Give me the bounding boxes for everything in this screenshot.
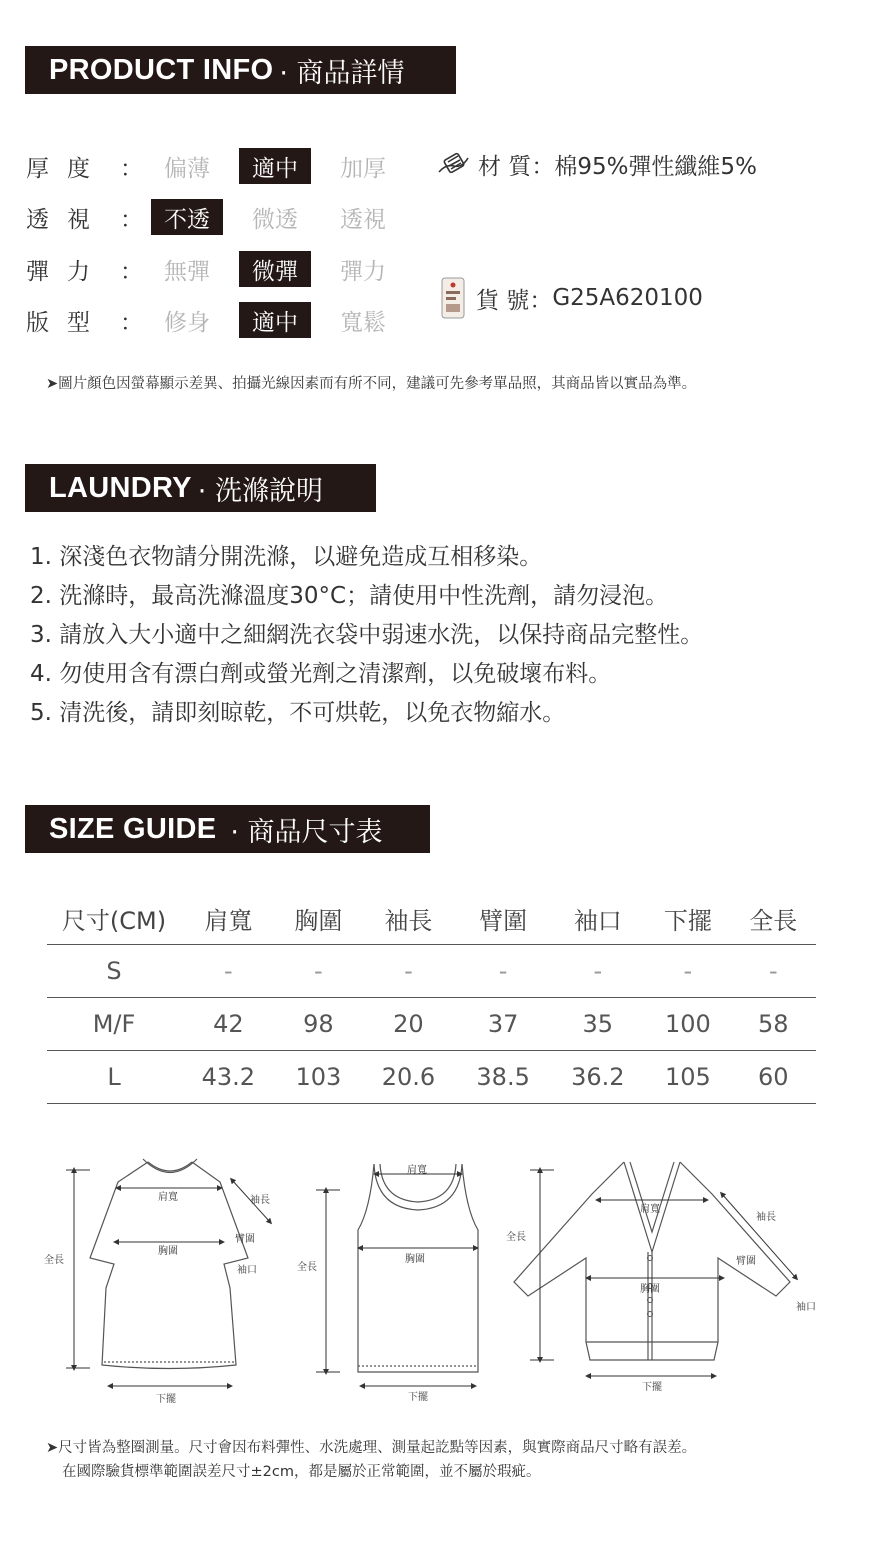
attribute-option: 透視 bbox=[340, 206, 386, 233]
size-table bbox=[47, 893, 816, 1104]
size-table-header bbox=[47, 893, 816, 945]
table-cell: 103 bbox=[276, 1051, 361, 1104]
attribute-option: 無彈 bbox=[164, 258, 210, 285]
sku-value: G25A620100 bbox=[552, 285, 703, 311]
table-cell: - bbox=[645, 945, 730, 998]
laundry-item: 3. 請放入大小適中之細網洗衣袋中弱速水洗，以保持商品完整性。 bbox=[30, 622, 704, 648]
table-cell: 35 bbox=[550, 998, 645, 1051]
sku-label: 貨 號 bbox=[476, 287, 530, 314]
sku-line: 貨 號 ： G25A620100 bbox=[440, 276, 703, 320]
table-cell: - bbox=[550, 945, 645, 998]
table-cell: 38.5 bbox=[456, 1051, 551, 1104]
label-length: 全長 bbox=[44, 1255, 64, 1266]
table-cell: 20.6 bbox=[361, 1051, 456, 1104]
attribute-option: 加厚 bbox=[340, 155, 386, 182]
size-cell: L bbox=[47, 1051, 181, 1104]
attribute-label: 厚度 bbox=[26, 155, 108, 182]
label-sleeve: 袖長 bbox=[250, 1195, 270, 1206]
table-cell: 36.2 bbox=[550, 1051, 645, 1104]
attribute-option: 偏薄 bbox=[164, 155, 210, 182]
size-cell: M/F bbox=[47, 998, 181, 1051]
attribute-option: 寬鬆 bbox=[340, 309, 386, 336]
size-cell: S bbox=[47, 945, 181, 998]
laundry-list bbox=[30, 538, 703, 733]
table-cell: - bbox=[731, 945, 816, 998]
header-hem: 下擺 bbox=[645, 893, 730, 945]
label-arm: 臂圍 bbox=[736, 1256, 756, 1267]
table-cell: - bbox=[276, 945, 361, 998]
label-shoulder: 肩寬 bbox=[158, 1192, 178, 1203]
material-label: 材 質 bbox=[478, 154, 532, 180]
label-hem: 下擺 bbox=[642, 1382, 662, 1393]
label-arm: 臂圍 bbox=[235, 1234, 255, 1245]
laundry-item: 5. 清洗後，請即刻晾乾，不可烘乾，以免衣物縮水。 bbox=[30, 700, 566, 726]
cardigan-diagram bbox=[500, 1150, 840, 1410]
table-cell: 98 bbox=[276, 998, 361, 1051]
attribute-row: 厚度 ： 偏薄 適中 加厚 bbox=[26, 148, 415, 184]
header-cuff: 袖口 bbox=[550, 893, 645, 945]
attribute-row: 彈力 ： 無彈 微彈 彈力 bbox=[26, 251, 415, 287]
label-shoulder: 肩寬 bbox=[407, 1165, 427, 1176]
header-sleeve: 袖長 bbox=[361, 893, 456, 945]
size-note: 在國際驗貨標準範圍誤差尺寸±2cm，都是屬於正常範圍，並不屬於瑕疵。 bbox=[62, 1464, 541, 1480]
tshirt-diagram bbox=[30, 1150, 290, 1410]
table-cell: 42 bbox=[181, 998, 276, 1051]
header-size: 尺寸(CM) bbox=[47, 893, 181, 945]
table-cell: 58 bbox=[731, 998, 816, 1051]
color-disclaimer: ➤圖片顏色因螢幕顯示差異、拍攝光線因素而有所不同，建議可先參考單品照，其商品皆以實品為準。 bbox=[46, 376, 697, 392]
banner-title-en: LAUNDRY bbox=[49, 471, 192, 504]
attribute-row: 版型 ： 修身 適中 寬鬆 bbox=[26, 302, 415, 338]
banner-title-zh: · 洗滌說明 bbox=[197, 475, 323, 507]
label-chest: 胸圍 bbox=[405, 1254, 425, 1265]
header-length: 全長 bbox=[731, 893, 816, 945]
table-cell: 37 bbox=[456, 998, 551, 1051]
attribute-label: 彈力 bbox=[26, 258, 108, 285]
table-cell: - bbox=[456, 945, 551, 998]
table-cell: - bbox=[181, 945, 276, 998]
table-cell: - bbox=[361, 945, 456, 998]
attribute-option: 微彈 bbox=[239, 251, 311, 287]
laundry-banner bbox=[25, 464, 376, 512]
table-row bbox=[47, 998, 816, 1051]
banner-title-en: PRODUCT INFO bbox=[49, 53, 274, 86]
attribute-option: 微透 bbox=[252, 206, 298, 233]
attribute-label: 透視 bbox=[26, 206, 108, 233]
label-chest: 胸圍 bbox=[158, 1246, 178, 1257]
table-row bbox=[47, 945, 816, 998]
header-arm: 臂圍 bbox=[456, 893, 551, 945]
label-shoulder: 肩寬 bbox=[640, 1204, 660, 1215]
banner-title-en: SIZE GUIDE bbox=[49, 812, 217, 845]
label-length: 全長 bbox=[297, 1262, 317, 1273]
label-sleeve: 袖長 bbox=[756, 1212, 776, 1223]
attribute-option: 修身 bbox=[164, 309, 210, 336]
table-cell: 20 bbox=[361, 998, 456, 1051]
laundry-item: 2. 洗滌時，最高洗滌溫度30°C；請使用中性洗劑，請勿浸泡。 bbox=[30, 583, 669, 609]
label-chest: 胸圍 bbox=[640, 1284, 660, 1295]
header-chest: 胸圍 bbox=[276, 893, 361, 945]
label-length: 全長 bbox=[506, 1232, 526, 1243]
table-cell: 43.2 bbox=[181, 1051, 276, 1104]
material-value: 棉95%彈性纖維5% bbox=[554, 154, 757, 180]
attribute-row: 透視 ： 不透 微透 透視 bbox=[26, 199, 415, 235]
attribute-label: 版型 bbox=[26, 309, 108, 336]
table-row bbox=[47, 1051, 816, 1104]
thread-spool-icon bbox=[436, 150, 472, 180]
table-cell: 100 bbox=[645, 998, 730, 1051]
size-guide-banner bbox=[25, 805, 430, 853]
banner-title-zh: · 商品詳情 bbox=[279, 57, 405, 89]
label-hem: 下擺 bbox=[408, 1392, 428, 1403]
label-hem: 下擺 bbox=[156, 1394, 176, 1405]
banner-title-zh: · 商品尺寸表 bbox=[230, 816, 383, 848]
material-line: 材 質 ： 棉95%彈性纖維5% bbox=[436, 148, 757, 181]
label-cuff: 袖口 bbox=[796, 1302, 816, 1313]
attribute-option: 彈力 bbox=[340, 258, 386, 285]
attribute-option: 適中 bbox=[239, 148, 311, 184]
size-note: ➤尺寸皆為整圈測量。尺寸會因布料彈性、水洗處理、測量起訖點等因素，與實際商品尺寸略有誤差。 bbox=[46, 1440, 697, 1456]
table-cell: 105 bbox=[645, 1051, 730, 1104]
attribute-option: 不透 bbox=[151, 199, 223, 235]
attribute-option: 適中 bbox=[239, 302, 311, 338]
product-info-banner bbox=[25, 46, 456, 94]
laundry-item: 4. 勿使用含有漂白劑或螢光劑之清潔劑，以免破壞布料。 bbox=[30, 661, 612, 687]
tag-icon bbox=[440, 276, 466, 320]
label-cuff: 袖口 bbox=[237, 1265, 257, 1276]
laundry-item: 1. 深淺色衣物請分開洗滌，以避免造成互相移染。 bbox=[30, 544, 543, 570]
header-shoulder: 肩寬 bbox=[181, 893, 276, 945]
tank-top-diagram bbox=[290, 1150, 490, 1410]
table-cell: 60 bbox=[731, 1051, 816, 1104]
